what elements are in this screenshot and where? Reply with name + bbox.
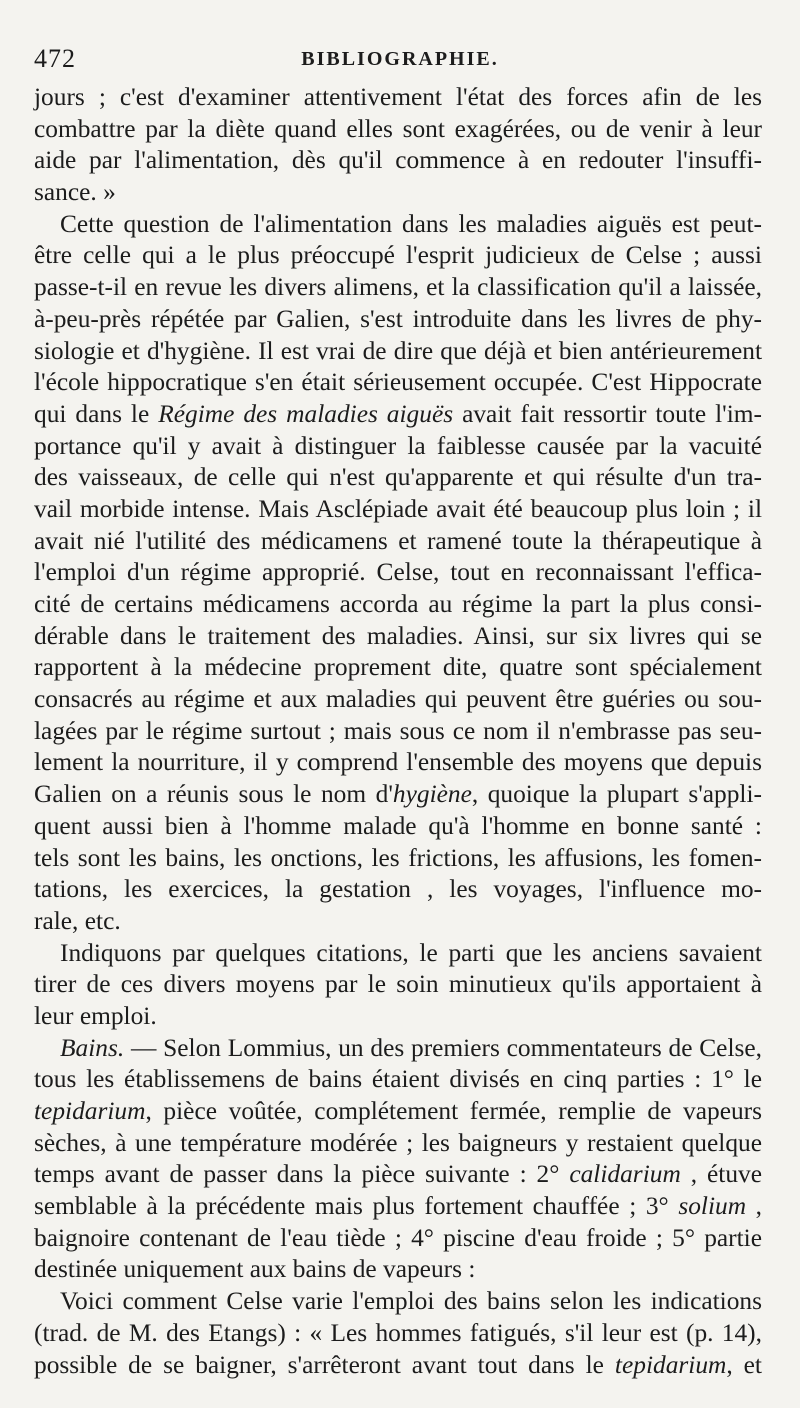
text-line	[34, 1318, 762, 1350]
text-segment: , quoique la plupart s'appli-	[471, 780, 762, 809]
text-line	[34, 336, 762, 368]
text-segment: lagées par le régime surtout ; mais sous ce nom il n'embrasse pas seu-	[34, 716, 762, 745]
text-segment: à-peu-près répétée par Galien, s'est introduite dans les livres de phy-	[34, 304, 762, 333]
text-segment: consacrés au régime et aux maladies qui peuvent être guéries ou sou-	[34, 685, 762, 714]
text-segment: Voici comment Celse varie l'emploi des bains selon les indications	[60, 1287, 762, 1316]
text-line	[34, 1001, 762, 1033]
text-segment: , et	[726, 1350, 762, 1379]
text-line	[34, 652, 762, 684]
text-line	[34, 716, 762, 748]
text-line	[34, 874, 762, 906]
italic-text: Bains.	[60, 1033, 125, 1062]
italic-text: calidarium	[569, 1160, 681, 1189]
text-line	[34, 1064, 762, 1096]
text-line	[34, 1191, 762, 1223]
text-segment: cité de certains médicamens accorda au régime la part la plus consi-	[34, 590, 762, 618]
text-segment: semblable à la précédente mais plus fortement chauffée ; 3°	[34, 1192, 679, 1221]
text-segment: l'école hippocratique s'en était sérieusement occupée. C'est Hippocrate	[34, 368, 762, 397]
text-line	[34, 589, 762, 621]
text-line	[34, 367, 762, 399]
text-line	[34, 811, 762, 843]
text-line	[34, 684, 762, 716]
text-line	[34, 209, 762, 241]
text-line	[34, 747, 762, 779]
text-segment: être celle qui a le plus préoccupé l'esprit judicieux de Celse ; aussi	[34, 241, 762, 270]
text-line	[34, 82, 762, 114]
text-segment: Galien on a réunis sous le nom d'	[34, 780, 393, 809]
text-line	[34, 557, 762, 589]
text-segment: rale, etc.	[34, 906, 121, 935]
text-line	[34, 906, 762, 938]
text-line	[34, 114, 762, 146]
text-segment: combattre par la diète quand elles sont exagérées, ou de venir à leur	[34, 114, 762, 143]
text-line	[34, 399, 762, 431]
text-line	[34, 1128, 762, 1160]
text-line	[34, 240, 762, 272]
text-segment: Cette question de l'alimentation dans les maladies aiguës est peut-	[60, 209, 762, 238]
text-segment: tels sont les bains, les onctions, les frictions, les affusions, les fomen-	[34, 843, 762, 872]
body-text	[34, 82, 762, 1381]
page-header	[34, 44, 766, 78]
text-line	[34, 1286, 762, 1318]
text-line	[34, 462, 762, 494]
text-segment: quent aussi bien à l'homme malade qu'à l'homme en bonne santé :	[34, 811, 762, 840]
text-line	[34, 1223, 762, 1255]
text-segment: possible de se baigner, s'arrêteront avant tout dans le	[34, 1350, 615, 1379]
text-line	[34, 177, 762, 209]
text-line	[34, 1350, 762, 1382]
text-segment: (trad. de M. des Etangs) : « Les hommes fatigués, s'il leur est (p. 14),	[34, 1318, 762, 1347]
text-line	[34, 779, 762, 811]
text-segment: des vaisseaux, de celle qui n'est qu'apparente et qui résulte d'un tra-	[34, 463, 762, 492]
text-segment: lement la nourriture, il y comprend l'ensemble des moyens que depuis	[34, 748, 762, 777]
text-segment: passe-t-il en revue les divers alimens, et la classification qu'il a laissée,	[34, 273, 762, 302]
text-line	[34, 431, 762, 463]
text-segment: jours ; c'est d'examiner attentivement l'état des forces afin de les	[34, 83, 762, 111]
text-segment: sance. »	[34, 178, 116, 207]
text-segment: sèches, à une température modérée ; les baigneurs y restaient quelque	[34, 1128, 762, 1157]
text-line	[34, 145, 762, 177]
italic-text: Régime des maladies aiguës	[158, 399, 454, 428]
text-line	[34, 526, 762, 558]
text-segment: ,	[746, 1192, 762, 1221]
text-segment: tous les établissemens de bains étaient divisés en cinq parties : 1° le	[34, 1065, 762, 1094]
text-segment: Indiquons par quelques citations, le parti que les anciens savaient	[60, 938, 762, 967]
text-segment: — Selon Lommius, un des premiers commentateurs de Celse,	[124, 1033, 762, 1062]
text-segment: tirer de ces divers moyens par le soin minutieux qu'ils apportaient à	[34, 970, 762, 999]
running-title: BIBLIOGRAPHIE.	[301, 48, 499, 70]
text-line	[34, 843, 762, 875]
text-segment: portance qu'il y avait à distinguer la faiblesse causée par la vacuité	[34, 431, 762, 460]
text-segment: l'emploi d'un régime approprié. Celse, tout en reconnaissant l'effica-	[34, 558, 762, 587]
italic-text: hygiène	[392, 780, 472, 809]
italic-text: solium	[678, 1192, 747, 1221]
text-segment: tations, les exercices, la gestation , les voyages, l'influence mo-	[34, 875, 762, 904]
text-segment: siologie et d'hygiène. Il est vrai de dire que déjà et bien antérieurement	[34, 336, 762, 365]
text-segment: avait fait ressortir toute l'im-	[453, 399, 763, 428]
text-segment: vail morbide intense. Mais Asclépiade avait été beaucoup plus loin ; il	[34, 494, 762, 523]
text-segment: rapportent à la médecine proprement dite, quatre sont spécialement	[34, 653, 762, 682]
text-line	[34, 304, 762, 336]
page-number: 472	[34, 44, 76, 73]
text-segment: leur emploi.	[34, 1001, 157, 1030]
text-line	[34, 1159, 762, 1191]
text-line	[34, 1033, 762, 1065]
text-line	[34, 272, 762, 304]
text-line	[34, 621, 762, 653]
text-segment: destinée uniquement aux bains de vapeurs :	[34, 1255, 476, 1284]
text-line	[34, 1096, 762, 1128]
italic-text: tepidarium	[614, 1350, 727, 1379]
italic-text: tepidarium	[34, 1097, 146, 1125]
text-segment: baignoire contenant de l'eau tiède ; 4° piscine d'eau froide ; 5° partie	[34, 1223, 762, 1252]
text-segment: , étuve	[680, 1160, 762, 1189]
text-segment: temps avant de passer dans la pièce suivante : 2°	[34, 1160, 570, 1189]
text-line	[34, 494, 762, 526]
text-line	[34, 1254, 762, 1286]
text-segment: dérable dans le traitement des maladies. Ainsi, sur six livres qui se	[34, 621, 762, 650]
text-segment: , pièce voûtée, complétement fermée, remplie de vapeurs	[145, 1097, 762, 1125]
text-line	[34, 938, 762, 970]
text-segment: avait nié l'utilité des médicamens et ramené toute la thérapeutique à	[34, 526, 762, 555]
text-segment: aide par l'alimentation, dès qu'il commence à en redouter l'insuffi-	[34, 146, 762, 175]
text-line	[34, 969, 762, 1001]
text-segment: qui dans le	[34, 399, 159, 428]
